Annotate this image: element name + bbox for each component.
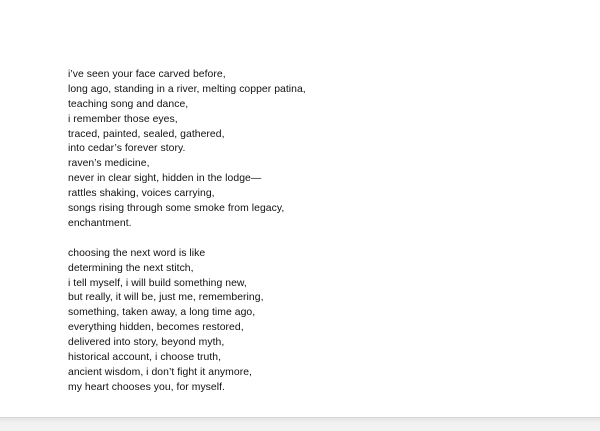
poem-line: everything hidden, becomes restored, — [68, 322, 244, 334]
poem-line: songs rising through some smoke from legacy, — [68, 203, 285, 215]
poem-line: something, taken away, a long time ago, — [68, 307, 256, 319]
poem-line: traced, painted, sealed, gathered, — [68, 128, 225, 140]
stanza-2 — [68, 247, 568, 396]
stanza-1 — [68, 68, 568, 232]
poem-line: long ago, standing in a river, melting copper patina, — [68, 83, 306, 95]
poem-line: but really, it will be, just me, remembering, — [68, 292, 264, 304]
poem-line: i tell myself, i will build something new, — [68, 277, 247, 289]
poem-line: into cedar’s forever story. — [68, 143, 186, 155]
poem-line: i remember those eyes, — [68, 113, 178, 125]
poem-line: determining the next stitch, — [68, 262, 194, 274]
poem-line: teaching song and dance, — [68, 98, 189, 110]
poem-line: never in clear sight, hidden in the lodge— — [68, 173, 262, 185]
poem-line: ancient wisdom, i don’t fight it anymore, — [68, 366, 252, 378]
poem-line: rattles shaking, voices carrying, — [68, 188, 215, 200]
poem-line: choosing the next word is like — [68, 247, 206, 259]
poem — [68, 68, 568, 396]
poem-line: delivered into story, beyond myth, — [68, 337, 225, 349]
poem-line: enchantment. — [68, 217, 132, 229]
poem-line: historical account, i choose truth, — [68, 352, 222, 364]
poem-line: raven’s medicine, — [68, 158, 150, 170]
poem-line: i’ve seen your face carved before, — [68, 69, 226, 80]
poem-line: my heart chooses you, for myself. — [68, 381, 225, 393]
page-bottom-edge — [0, 417, 600, 431]
